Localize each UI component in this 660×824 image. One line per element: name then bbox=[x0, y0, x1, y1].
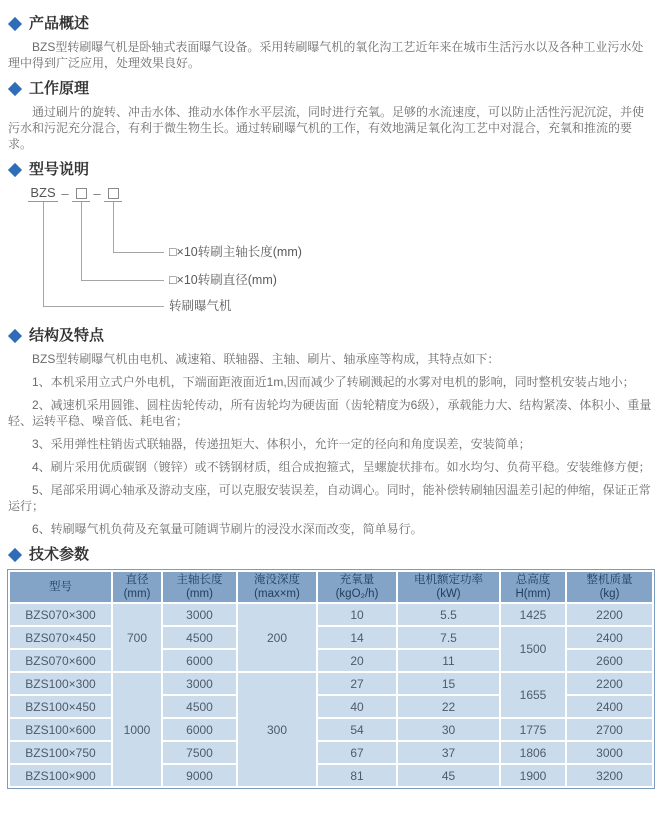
col-header-weight bbox=[566, 571, 653, 603]
cell-model: BZS070×450 bbox=[9, 626, 112, 649]
col-header-motor-power bbox=[397, 571, 500, 603]
cell-weight: 2600 bbox=[566, 649, 653, 672]
table-row bbox=[9, 603, 653, 626]
cell-height: 1425 bbox=[500, 603, 566, 626]
cell-power: 45 bbox=[397, 764, 500, 787]
connector-line bbox=[81, 202, 82, 280]
cell-height: 1655 bbox=[500, 672, 566, 718]
diagram-label-machine: 转刷曝气机 bbox=[169, 299, 232, 313]
col-header-label: 电机额定功率 bbox=[414, 574, 483, 586]
cell-height: 1775 bbox=[500, 718, 566, 741]
col-header-label: 总高度 bbox=[515, 574, 551, 586]
col-header-unit: (mm) bbox=[186, 588, 213, 600]
cell-model: BZS070×300 bbox=[9, 603, 112, 626]
cell-oxygen: 27 bbox=[317, 672, 397, 695]
table-header-row bbox=[9, 571, 653, 603]
section-heading-params bbox=[8, 545, 652, 565]
cell-shaft: 9000 bbox=[162, 764, 237, 787]
cell-depth: 300 bbox=[237, 672, 317, 787]
cell-oxygen: 14 bbox=[317, 626, 397, 649]
cell-model: BZS100×900 bbox=[9, 764, 112, 787]
cell-shaft: 6000 bbox=[162, 649, 237, 672]
section-title-features: 结构及特点 bbox=[29, 327, 105, 344]
cell-shaft: 3000 bbox=[162, 603, 237, 626]
cell-diameter: 700 bbox=[112, 603, 162, 672]
cell-shaft: 6000 bbox=[162, 718, 237, 741]
cell-oxygen: 20 bbox=[317, 649, 397, 672]
col-header-unit: H(mm) bbox=[515, 588, 551, 600]
cell-power: 30 bbox=[397, 718, 500, 741]
col-header-oxygenation bbox=[317, 571, 397, 603]
table-row bbox=[9, 672, 653, 695]
model-code-diagram bbox=[28, 186, 652, 318]
cell-model: BZS100×300 bbox=[9, 672, 112, 695]
connector-line bbox=[43, 202, 44, 306]
feature-item-4: 4、刷片采用优质碳钢（镀锌）或不锈钢材质，组合成抱箍式，呈螺旋状排布。如水均匀、负荷平稳。安装维修方便； bbox=[32, 460, 651, 474]
diagram-label-diameter: □×10转刷直径(mm) bbox=[169, 273, 277, 287]
cell-height: 1900 bbox=[500, 764, 566, 787]
cell-power: 15 bbox=[397, 672, 500, 695]
cell-model: BZS100×450 bbox=[9, 695, 112, 718]
cell-oxygen: 40 bbox=[317, 695, 397, 718]
col-header-label: 淹没深度 bbox=[254, 574, 300, 586]
col-header-model bbox=[9, 571, 112, 603]
cell-depth: 200 bbox=[237, 603, 317, 672]
cell-weight: 2200 bbox=[566, 672, 653, 695]
col-header-unit: (max×m) bbox=[254, 588, 300, 600]
col-header-total-height bbox=[500, 571, 566, 603]
table-row bbox=[9, 626, 653, 649]
cell-weight: 2400 bbox=[566, 626, 653, 649]
diamond-bullet-icon bbox=[8, 163, 22, 177]
cell-power: 22 bbox=[397, 695, 500, 718]
model-dash: – bbox=[61, 186, 69, 201]
cell-power: 11 bbox=[397, 649, 500, 672]
diamond-bullet-icon bbox=[8, 548, 22, 562]
cell-oxygen: 81 bbox=[317, 764, 397, 787]
features-intro: BZS型转刷曝气机由电机、减速箱、联轴器、主轴、刷片、轴承座等构成，其特点如下： bbox=[32, 352, 500, 366]
section-heading-overview bbox=[8, 14, 652, 34]
table-row bbox=[9, 718, 653, 741]
cell-weight: 2200 bbox=[566, 603, 653, 626]
col-header-label: 主轴长度 bbox=[176, 574, 223, 586]
col-header-shaft-length bbox=[162, 571, 237, 603]
cell-oxygen: 67 bbox=[317, 741, 397, 764]
feature-item-6: 6、转刷曝气机负荷及充氧量可随调节刷片的浸没水深而改变，简单易行。 bbox=[32, 522, 423, 536]
feature-item-1: 1、本机采用立式户外电机，下端面距液面近1m,因而减少了转刷溅起的水雾对电机的影响，同时整机安装占地小； bbox=[32, 375, 635, 389]
section-title-model: 型号说明 bbox=[29, 161, 90, 178]
principle-paragraph: 通过刷片的旋转、冲击水体、推动水体作水平层流，同时进行充氧。足够的水流速度，可以防止活性污泥沉淀，并使污水和污泥充分混合，有利于微生物生长。通过转刷曝气机的工作，有效地满足氧化沟工艺中对混合，充氧和推流的要求。 bbox=[8, 105, 645, 151]
section-heading-model bbox=[8, 160, 652, 180]
overview-paragraph: BZS型转刷曝气机是卧轴式表面曝气设备。采用转刷曝气机的氧化沟工艺近年来在城市生活污水以及各种工业污水处理中得到广泛应用，处理效果良好。 bbox=[8, 40, 644, 70]
cell-model: BZS100×600 bbox=[9, 718, 112, 741]
connector-line bbox=[113, 252, 164, 253]
cell-weight: 3000 bbox=[566, 741, 653, 764]
cell-oxygen: 10 bbox=[317, 603, 397, 626]
section-heading-principle bbox=[8, 79, 652, 99]
section-title-params: 技术参数 bbox=[29, 546, 90, 563]
tech-params-table bbox=[8, 570, 654, 788]
cell-height: 1806 bbox=[500, 741, 566, 764]
diamond-bullet-icon bbox=[8, 17, 22, 31]
model-dash: – bbox=[93, 186, 101, 201]
cell-power: 37 bbox=[397, 741, 500, 764]
cell-oxygen: 54 bbox=[317, 718, 397, 741]
diagram-label-shaft-length: □×10转刷主轴长度(mm) bbox=[169, 245, 302, 259]
cell-shaft: 3000 bbox=[162, 672, 237, 695]
cell-diameter: 1000 bbox=[112, 672, 162, 787]
cell-height: 1500 bbox=[500, 626, 566, 672]
diamond-bullet-icon bbox=[8, 329, 22, 343]
section-title-overview: 产品概述 bbox=[29, 15, 90, 32]
cell-power: 7.5 bbox=[397, 626, 500, 649]
cell-model: BZS070×600 bbox=[9, 649, 112, 672]
diamond-bullet-icon bbox=[8, 82, 22, 96]
cell-shaft: 4500 bbox=[162, 626, 237, 649]
connector-line bbox=[113, 202, 114, 252]
table-row bbox=[9, 764, 653, 787]
cell-power: 5.5 bbox=[397, 603, 500, 626]
col-header-label: 直径 bbox=[125, 574, 149, 586]
col-header-label: 整机质量 bbox=[586, 574, 633, 586]
col-header-label: 充氧量 bbox=[339, 574, 375, 586]
col-header-unit: (kg) bbox=[599, 588, 620, 600]
col-header-submersion-depth bbox=[237, 571, 317, 603]
placeholder-box-icon bbox=[76, 188, 87, 199]
connector-line bbox=[81, 280, 164, 281]
feature-item-5: 5、尾部采用调心轴承及游动支座，可以克服安装误差，自动调心。同时，能补偿转刷轴因温差引起的伸缩，保证正常运行； bbox=[8, 483, 651, 513]
cell-weight: 2700 bbox=[566, 718, 653, 741]
col-header-diameter bbox=[112, 571, 162, 603]
col-header-label: 型号 bbox=[49, 581, 72, 593]
cell-shaft: 4500 bbox=[162, 695, 237, 718]
cell-shaft: 7500 bbox=[162, 741, 237, 764]
section-title-principle: 工作原理 bbox=[29, 80, 90, 97]
model-box-diameter bbox=[72, 184, 90, 202]
section-heading-features bbox=[8, 326, 652, 346]
col-header-unit: (kW) bbox=[436, 588, 461, 600]
model-box-shaft bbox=[104, 184, 122, 202]
feature-item-2: 2、减速机采用圆锥、圆柱齿轮传动，所有齿轮均为硬齿面（齿轮精度为6级），承载能力大、结构紧凑、体积小、重量轻、运转平稳、噪音低、耗电省； bbox=[8, 398, 652, 428]
model-code bbox=[28, 186, 122, 202]
cell-weight: 3200 bbox=[566, 764, 653, 787]
cell-model: BZS100×750 bbox=[9, 741, 112, 764]
placeholder-box-icon bbox=[108, 188, 119, 199]
col-header-unit: (kgO₂/h) bbox=[335, 588, 379, 600]
col-header-unit: (mm) bbox=[123, 588, 151, 600]
connector-line bbox=[43, 306, 164, 307]
model-prefix: BZS bbox=[28, 186, 58, 202]
cell-weight: 2400 bbox=[566, 695, 653, 718]
feature-item-3: 3、采用弹性柱销齿式联轴器，传递扭矩大、体积小，允许一定的径向和角度误差，安装简单； bbox=[32, 437, 531, 451]
table-row bbox=[9, 741, 653, 764]
